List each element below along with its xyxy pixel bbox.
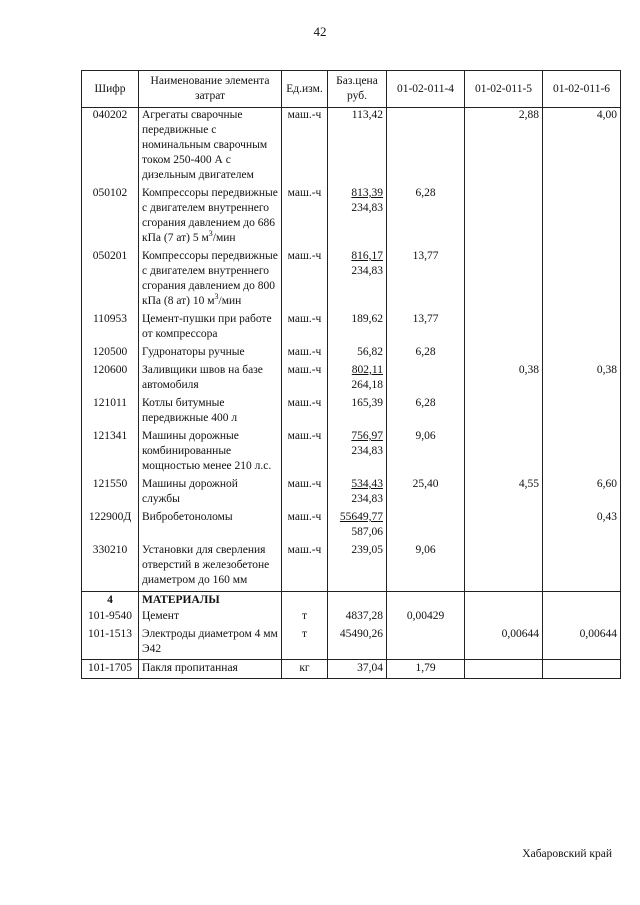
table-row	[82, 186, 621, 249]
table-header-row	[82, 71, 621, 108]
row-unit: маш.-ч	[282, 543, 328, 592]
row-col2	[465, 312, 543, 345]
row-code: 050102	[82, 186, 139, 249]
row-col1: 9,06	[387, 429, 465, 477]
header-col1: 01-02-011-4	[387, 71, 465, 108]
row-price-value: 56,82	[357, 346, 383, 358]
footer-region: Хабаровский край	[522, 848, 612, 860]
row-col2	[465, 608, 543, 626]
row-col2: 0,38	[465, 363, 543, 396]
row-name	[139, 249, 282, 312]
row-price-secondary: 234,83	[351, 265, 383, 277]
row-col3	[543, 660, 621, 679]
row-col3: 0,43	[543, 510, 621, 543]
row-price-value: 239,05	[351, 544, 383, 556]
row-code: 120500	[82, 345, 139, 363]
row-price-value: 816,17	[351, 250, 383, 262]
page-number: 42	[313, 24, 327, 39]
row-unit: маш.-ч	[282, 396, 328, 429]
row-col3	[543, 543, 621, 592]
row-price-value: 55649,77	[339, 511, 383, 523]
row-name: Агрегаты сварочные передвижные с номинальным сварочным током 250-400 А с дизельным двигателем	[139, 108, 282, 187]
header-name: Наименование элемента затрат	[139, 71, 282, 108]
row-col1: 25,40	[387, 477, 465, 510]
row-col2	[465, 249, 543, 312]
table-row	[82, 660, 621, 679]
table-row	[82, 249, 621, 312]
row-unit: т	[282, 626, 328, 660]
row-name: Установки для сверления отверстий в железобетоне диаметром до 160 мм	[139, 543, 282, 592]
row-price-secondary: 264,18	[351, 379, 383, 391]
row-name-text: Компрессоры передвижные с двигателем внутреннего сгорания давлением до 800 кПа (8 ат) 10 м	[142, 250, 278, 307]
row-price	[328, 396, 387, 429]
section-empty-cell	[387, 592, 465, 609]
row-code: 101-1705	[82, 660, 139, 679]
row-name-superscript: 3	[208, 229, 213, 239]
row-col3	[543, 396, 621, 429]
row-col3: 6,60	[543, 477, 621, 510]
row-col2	[465, 543, 543, 592]
row-name: Вибробетоноломы	[139, 510, 282, 543]
header-col3: 01-02-011-6	[543, 71, 621, 108]
row-col3: 0,38	[543, 363, 621, 396]
row-col3	[543, 429, 621, 477]
row-col3: 0,00644	[543, 626, 621, 660]
row-code: 040202	[82, 108, 139, 187]
row-price: 37,04	[328, 660, 387, 679]
row-col3	[543, 186, 621, 249]
row-price: 4837,28	[328, 608, 387, 626]
row-unit: маш.-ч	[282, 186, 328, 249]
row-price	[328, 312, 387, 345]
row-col3	[543, 345, 621, 363]
row-col1: 1,79	[387, 660, 465, 679]
row-unit: маш.-ч	[282, 312, 328, 345]
table-row	[82, 396, 621, 429]
row-col2	[465, 510, 543, 543]
row-name-suffix: /мин	[212, 232, 236, 244]
row-price-secondary: 234,83	[351, 202, 383, 214]
row-price-value: 113,42	[351, 109, 383, 121]
row-col3	[543, 312, 621, 345]
row-col3: 4,00	[543, 108, 621, 187]
row-col1: 13,77	[387, 312, 465, 345]
row-price: 45490,26	[328, 626, 387, 660]
row-col2: 0,00644	[465, 626, 543, 660]
row-price-value: 189,62	[351, 313, 383, 325]
row-name: Заливщики швов на базе автомобиля	[139, 363, 282, 396]
row-price-secondary: 587,06	[351, 526, 383, 538]
header-code: Шифр	[82, 71, 139, 108]
section-empty-cell	[543, 592, 621, 609]
row-name-suffix: /мин	[218, 295, 242, 307]
table-row	[82, 543, 621, 592]
row-code: 120600	[82, 363, 139, 396]
row-price-value: 756,97	[351, 430, 383, 442]
row-price	[328, 363, 387, 396]
row-price	[328, 249, 387, 312]
row-name: Гудронаторы ручные	[139, 345, 282, 363]
row-col3	[543, 249, 621, 312]
row-name-superscript: 3	[214, 292, 219, 302]
row-unit: маш.-ч	[282, 345, 328, 363]
row-name: Машины дорожной службы	[139, 477, 282, 510]
row-price-secondary: 234,83	[351, 493, 383, 505]
row-col1	[387, 626, 465, 660]
row-price	[328, 345, 387, 363]
row-price-value: 165,39	[351, 397, 383, 409]
row-col2	[465, 429, 543, 477]
row-code: 121011	[82, 396, 139, 429]
row-price-value: 802,11	[351, 364, 383, 376]
row-col3	[543, 608, 621, 626]
row-col1: 0,00429	[387, 608, 465, 626]
row-col1	[387, 108, 465, 187]
rates-table	[81, 70, 621, 679]
row-unit: маш.-ч	[282, 510, 328, 543]
row-code: 101-9540	[82, 608, 139, 626]
row-col1	[387, 363, 465, 396]
table-row	[82, 312, 621, 345]
row-code: 050201	[82, 249, 139, 312]
row-unit: маш.-ч	[282, 363, 328, 396]
row-price	[328, 477, 387, 510]
table-row	[82, 429, 621, 477]
row-name-text: Компрессоры передвижные с двигателем внутреннего сгорания давлением до 686 кПа (7 ат) 5 м	[142, 187, 278, 244]
row-name: Машины дорожные комбинированные мощностью менее 210 л.с.	[139, 429, 282, 477]
section-header-row	[82, 592, 621, 609]
section-empty-cell	[282, 592, 328, 609]
row-code: 101-1513	[82, 626, 139, 660]
table-row	[82, 510, 621, 543]
row-col1	[387, 510, 465, 543]
table-row	[82, 345, 621, 363]
row-name: Котлы битумные передвижные 400 л	[139, 396, 282, 429]
row-name: Пакля пропитанная	[139, 660, 282, 679]
row-unit: т	[282, 608, 328, 626]
header-price: Баз.цена руб.	[328, 71, 387, 108]
section-empty-cell	[465, 592, 543, 609]
row-col1: 6,28	[387, 396, 465, 429]
row-col2: 2,88	[465, 108, 543, 187]
row-price-value: 813,39	[351, 187, 383, 199]
section-title: МАТЕРИАЛЫ	[139, 592, 282, 609]
row-name: Цемент	[139, 608, 282, 626]
row-name: Электроды диаметром 4 мм Э42	[139, 626, 282, 660]
row-price-secondary: 234,83	[351, 445, 383, 457]
row-col2	[465, 345, 543, 363]
row-price	[328, 186, 387, 249]
table-row	[82, 363, 621, 396]
row-col1: 13,77	[387, 249, 465, 312]
row-col2	[465, 396, 543, 429]
row-unit: маш.-ч	[282, 477, 328, 510]
row-col1: 6,28	[387, 186, 465, 249]
row-price	[328, 108, 387, 187]
table-row	[82, 608, 621, 626]
row-code: 110953	[82, 312, 139, 345]
row-code: 330210	[82, 543, 139, 592]
section-number: 4	[82, 592, 139, 609]
row-col2	[465, 186, 543, 249]
row-price	[328, 510, 387, 543]
row-col2: 4,55	[465, 477, 543, 510]
row-unit: маш.-ч	[282, 108, 328, 187]
row-name: Цемент-пушки при работе от компрессора	[139, 312, 282, 345]
row-price	[328, 543, 387, 592]
row-col1: 6,28	[387, 345, 465, 363]
row-code: 121550	[82, 477, 139, 510]
row-col2	[465, 660, 543, 679]
table-row	[82, 108, 621, 187]
section-empty-cell	[328, 592, 387, 609]
row-code: 121341	[82, 429, 139, 477]
row-price-value: 534,43	[351, 478, 383, 490]
header-unit: Ед.изм.	[282, 71, 328, 108]
row-col1: 9,06	[387, 543, 465, 592]
row-unit: маш.-ч	[282, 429, 328, 477]
table-row	[82, 626, 621, 660]
row-unit: маш.-ч	[282, 249, 328, 312]
row-name	[139, 186, 282, 249]
table-row	[82, 477, 621, 510]
row-code: 122900Д	[82, 510, 139, 543]
header-col2: 01-02-011-5	[465, 71, 543, 108]
row-unit: кг	[282, 660, 328, 679]
row-price	[328, 429, 387, 477]
